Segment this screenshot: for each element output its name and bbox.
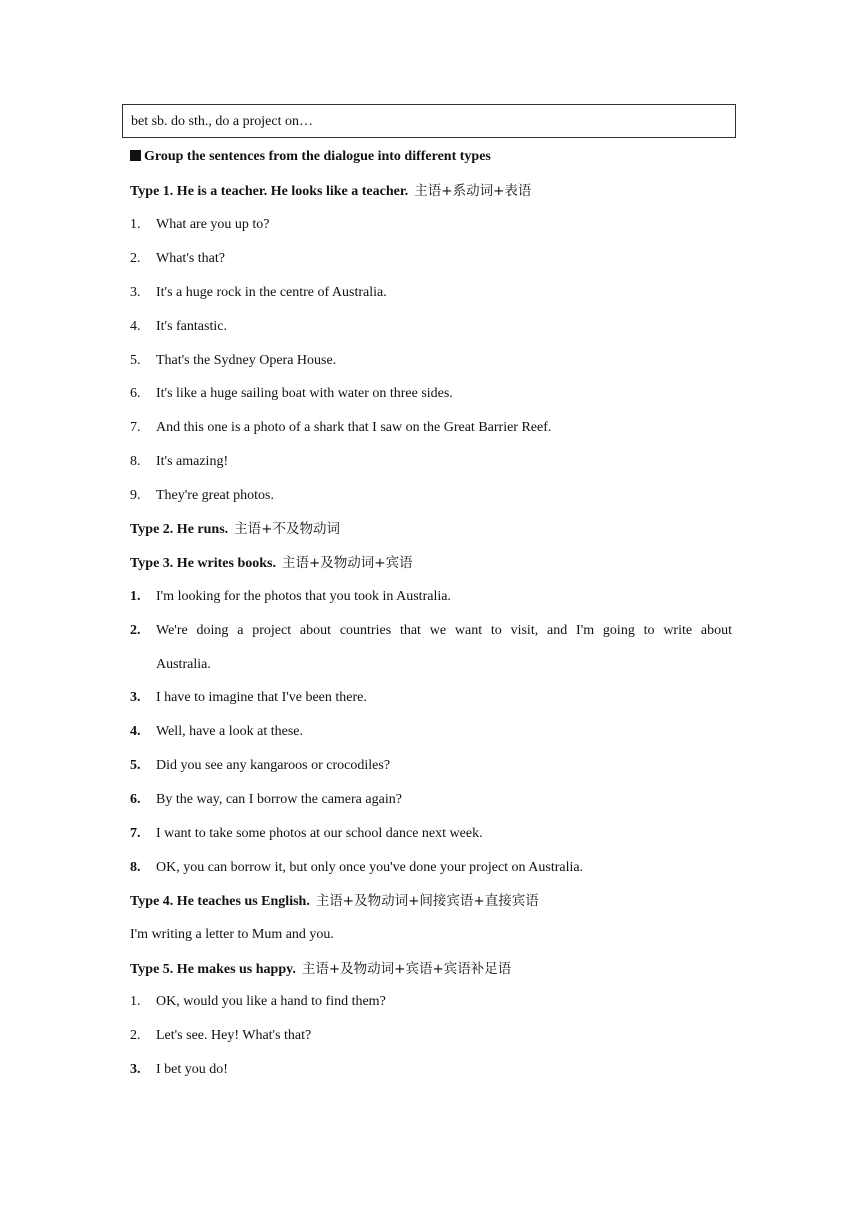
- list-number: 1.: [130, 994, 141, 1009]
- list-item: It's fantastic.: [156, 319, 227, 334]
- list-item: What are you up to?: [156, 217, 270, 232]
- type4-heading-text: Type 4. He teaches us English.: [130, 894, 310, 909]
- list-item: I want to take some photos at our school dance next week.: [156, 826, 483, 841]
- type1-heading: [130, 182, 531, 201]
- list-number: 7.: [130, 420, 141, 435]
- type3-pattern: 主语+及物动词+宾语: [281, 555, 413, 571]
- type5-heading: [130, 960, 511, 979]
- group-heading-text: Group the sentences from the dialogue into different types: [144, 149, 491, 164]
- list-number: 5.: [130, 758, 141, 773]
- list-item: I bet you do!: [156, 1062, 228, 1077]
- list-number: 7.: [130, 826, 141, 841]
- list-item: I have to imagine that I've been there.: [156, 690, 367, 705]
- list-number: 6.: [130, 386, 141, 401]
- list-number: 9.: [130, 488, 141, 503]
- type5-pattern: 主语+及物动词+宾语+宾语补足语: [301, 961, 512, 977]
- vocab-box: [122, 104, 736, 138]
- vocab-box-text: bet sb. do sth., do a project on…: [131, 114, 313, 129]
- list-item-continuation: Australia.: [156, 657, 211, 672]
- list-number: 2.: [130, 1028, 141, 1043]
- type2-pattern: 主语+不及物动词: [234, 521, 340, 537]
- list-item: Well, have a look at these.: [156, 724, 303, 739]
- square-bullet-icon: [130, 150, 141, 161]
- list-number: 6.: [130, 792, 141, 807]
- list-number: 5.: [130, 353, 141, 368]
- group-heading: [130, 148, 491, 166]
- list-number: 8.: [130, 860, 141, 875]
- type3-heading-text: Type 3. He writes books.: [130, 556, 276, 571]
- list-number: 1.: [130, 217, 141, 232]
- type2-heading-text: Type 2. He runs.: [130, 522, 229, 537]
- list-item: We're doing a project about countries that we want to visit, and I'm going to write about: [156, 623, 732, 638]
- type1-pattern: 主语+系动词+表语: [414, 183, 532, 199]
- type4-pattern: 主语+及物动词+间接宾语+直接宾语: [315, 893, 539, 909]
- list-number: 2.: [130, 251, 141, 266]
- list-item: Let's see. Hey! What's that?: [156, 1028, 312, 1043]
- list-number: 8.: [130, 454, 141, 469]
- list-item: It's like a huge sailing boat with water on three sides.: [156, 386, 453, 401]
- list-number: 3.: [130, 1062, 141, 1077]
- list-number: 3.: [130, 285, 141, 300]
- list-item: What's that?: [156, 251, 225, 266]
- list-item: OK, you can borrow it, but only once you've done your project on Australia.: [156, 860, 584, 875]
- list-item: And this one is a photo of a shark that I saw on the Great Barrier Reef.: [156, 420, 552, 435]
- list-number: 4.: [130, 319, 141, 334]
- type5-heading-text: Type 5. He makes us happy.: [130, 962, 296, 977]
- list-item: They're great photos.: [156, 488, 274, 503]
- list-number: 3.: [130, 690, 141, 705]
- list-number: 1.: [130, 589, 141, 604]
- type4-heading: [130, 892, 539, 911]
- list-number: 4.: [130, 724, 141, 739]
- list-number: 2.: [130, 623, 141, 638]
- type3-heading: [130, 554, 413, 573]
- list-item: That's the Sydney Opera House.: [156, 353, 337, 368]
- list-item: By the way, can I borrow the camera again?: [156, 792, 402, 807]
- list-item: OK, would you like a hand to find them?: [156, 994, 386, 1009]
- type1-heading-text: Type 1. He is a teacher. He looks like a teacher.: [130, 184, 409, 199]
- list-item: Did you see any kangaroos or crocodiles?: [156, 758, 391, 773]
- list-item: It's a huge rock in the centre of Australia.: [156, 285, 387, 300]
- type4-sentence: I'm writing a letter to Mum and you.: [130, 927, 334, 942]
- list-item: I'm looking for the photos that you took in Australia.: [156, 589, 451, 604]
- type2-heading: [130, 520, 340, 539]
- list-item: It's amazing!: [156, 454, 229, 469]
